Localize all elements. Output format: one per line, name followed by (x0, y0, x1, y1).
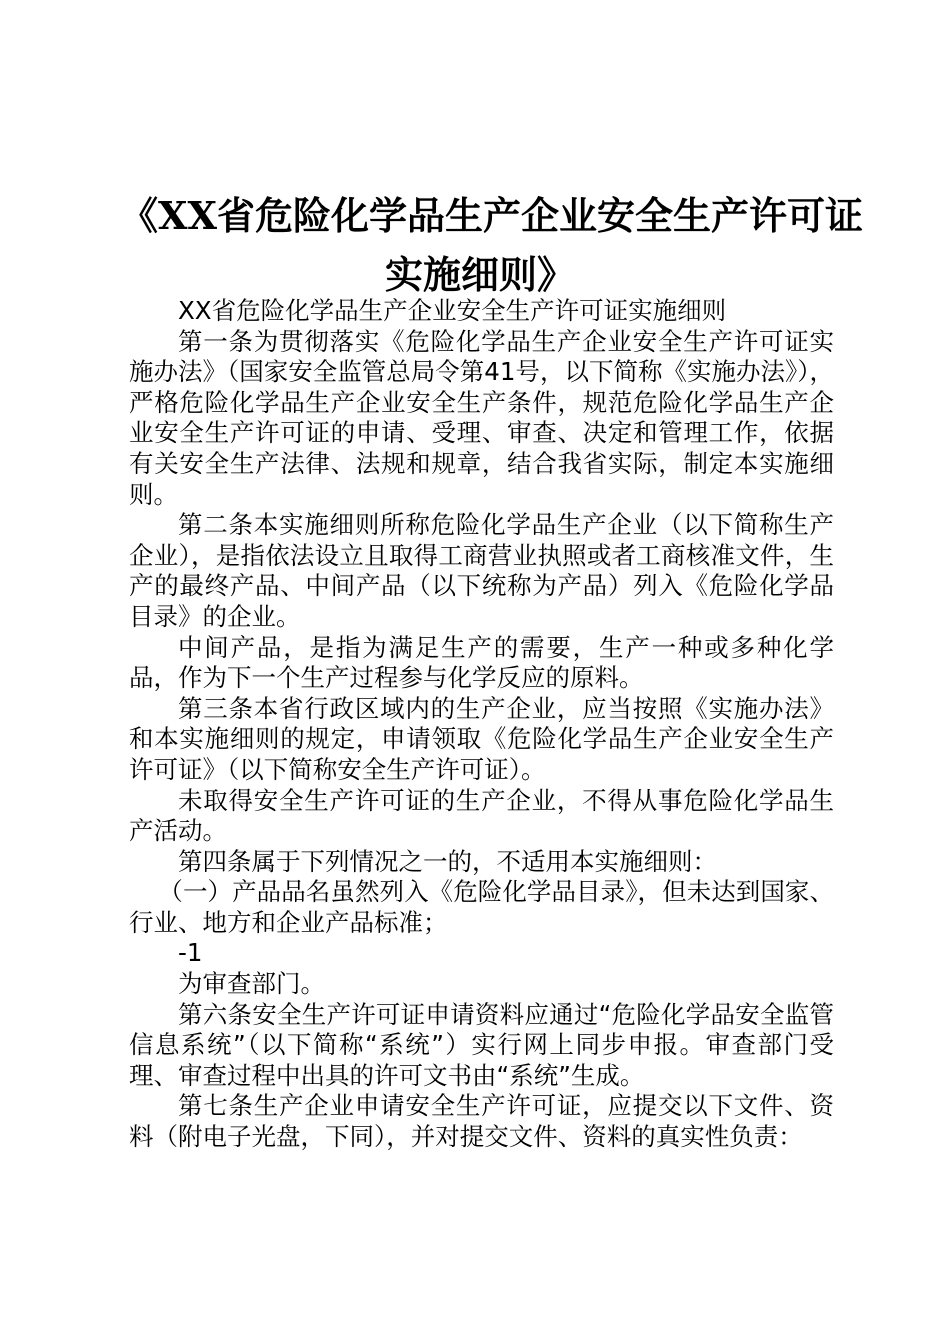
paragraph-article-3: 第三条本省行政区域内的生产企业，应当按照《实施办法》和本实施细则的规定，申请领取《危险化学品生产企业安全生产许可证》（以下简称安全生产许可证）。 (129, 693, 834, 784)
document-title-line-2: 实施细则》 (384, 252, 575, 297)
paragraph-item-1: （一）产品品名虽然列入《危险化学品目录》，但未达到国家、行业、地方和企业产品标准； (129, 877, 834, 937)
page-number: -1 (178, 938, 203, 968)
paragraph-review-dept: 为审查部门。 (178, 969, 325, 999)
paragraph-article-7: 第七条生产企业申请安全生产许可证，应提交以下文件、资料（附电子光盘，下同），并对提交文件、资料的真实性负责： (129, 1091, 834, 1152)
paragraph-intermediate-product: 中间产品，是指为满足生产的需要，生产一种或多种化学品，作为下一个生产过程参与化学反应的原料。 (129, 632, 834, 693)
paragraph-no-permit: 未取得安全生产许可证的生产企业，不得从事危险化学品生产活动。 (129, 785, 834, 846)
paragraph-article-1: 第一条为贯彻落实《危险化学品生产企业安全生产许可证实施办法》（国家安全监管总局令第41号，以下简称《实施办法》），严格危险化学品生产企业安全生产条件，规范危险化学品生产企业安全生产许可证的申请、受理、审查、决定和管理工作，依据有关安全生产法律、法规和规章，结合我省实际，制定本实施细则。 (129, 326, 834, 509)
paragraph-subtitle: XX省危险化学品生产企业安全生产许可证实施细则 (178, 296, 727, 325)
document-title-line-1: 《XX省危险化学品生产企业安全生产许可证 (120, 193, 863, 238)
document-body (129, 296, 834, 1153)
paragraph-article-4: 第四条属于下列情况之一的，不适用本实施细则： (178, 846, 717, 876)
paragraph-article-6: 第六条安全生产许可证申请资料应通过“危险化学品安全监管信息系统”（以下简称“系统”）实行网上同步申报。审查部门受理、审查过程中出具的许可文书由“系统”生成。 (129, 999, 834, 1090)
paragraph-article-2: 第二条本实施细则所称危险化学品生产企业（以下简称生产企业），是指依法设立且取得工商营业执照或者工商核准文件，生产的最终产品、中间产品（以下统称为产品）列入《危险化学品目录》的企业。 (129, 510, 834, 631)
